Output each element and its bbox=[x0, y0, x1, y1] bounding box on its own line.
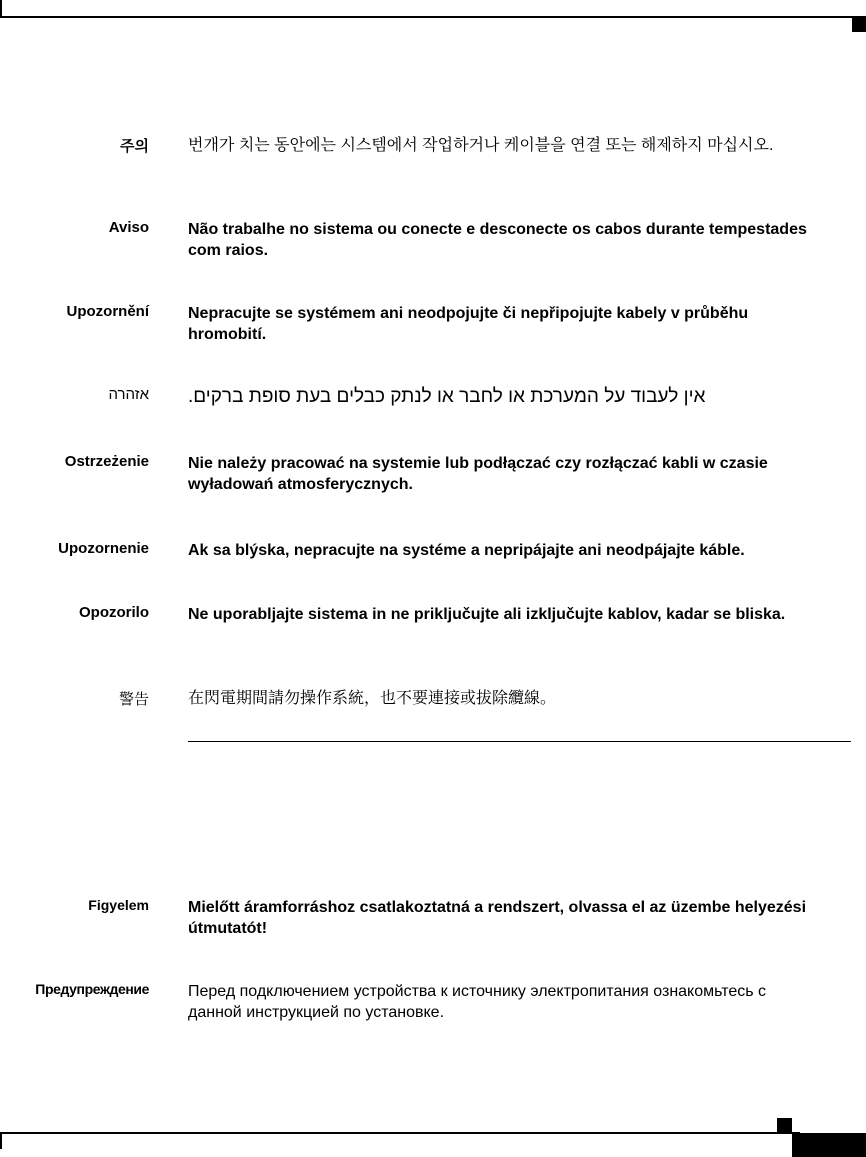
warning-text: Ne uporabljajte sistema in ne priključujte ali izključujte kablov, kadar se bliska. bbox=[188, 606, 786, 623]
header-tab-mark bbox=[852, 18, 866, 32]
warning-label: 警告 bbox=[118, 691, 149, 708]
warning-label: Upozornění bbox=[66, 303, 149, 320]
warning-text: 在閃電期間請勿操作系統，也不要連接或拔除纜線。 bbox=[188, 690, 557, 707]
warning-text: Ak sa blýska, nepracujte na systéme a nepripájajte ani neodpájajte káble. bbox=[188, 542, 745, 559]
warning-label: Opozorilo bbox=[79, 604, 149, 621]
warning-text: אין לעבוד על המערכת או לחבר או לנתק כבלים בעת סופת ברקים. bbox=[188, 386, 706, 407]
footer-corner-mark bbox=[0, 1133, 2, 1149]
warning-label: Aviso bbox=[108, 219, 149, 236]
warning-label: Предупреждение bbox=[35, 981, 149, 997]
header-rule bbox=[0, 16, 866, 18]
warning-label: אזהרה bbox=[108, 386, 149, 403]
warning-text: Não trabalhe no sistema ou conecte e desconecte os cabos durante tempestades com raios. bbox=[188, 221, 807, 259]
footer-rule bbox=[0, 1132, 800, 1134]
footer-page-block bbox=[792, 1133, 866, 1157]
warning-label: Upozornenie bbox=[58, 540, 149, 557]
warning-text: Mielőtt áramforráshoz csatlakoztatná a rendszert, olvassa el az üzembe helyezési útmutatót! bbox=[188, 899, 807, 937]
section-divider bbox=[188, 741, 851, 742]
warning-text: Nie należy pracować na systemie lub podłączać czy rozłączać kabli w czasie wyładowań atmosferycznych. bbox=[188, 455, 768, 493]
header-corner-mark bbox=[0, 0, 2, 17]
warning-text: 번개가 치는 동안에는 시스템에서 작업하거나 케이블을 연결 또는 해제하지 마십시오. bbox=[188, 137, 774, 154]
warning-label: 주의 bbox=[120, 138, 149, 155]
warning-label: Ostrzeżenie bbox=[64, 453, 149, 470]
warning-label: Figyelem bbox=[88, 897, 149, 913]
warning-text: Nepracujte se systémem ani neodpojujte či nepřipojujte kabely v průběhu hromobití. bbox=[188, 305, 749, 343]
warning-text: Перед подключением устройства к источнику электропитания ознакомьтесь с данной инструкцией по установке. bbox=[188, 983, 767, 1021]
